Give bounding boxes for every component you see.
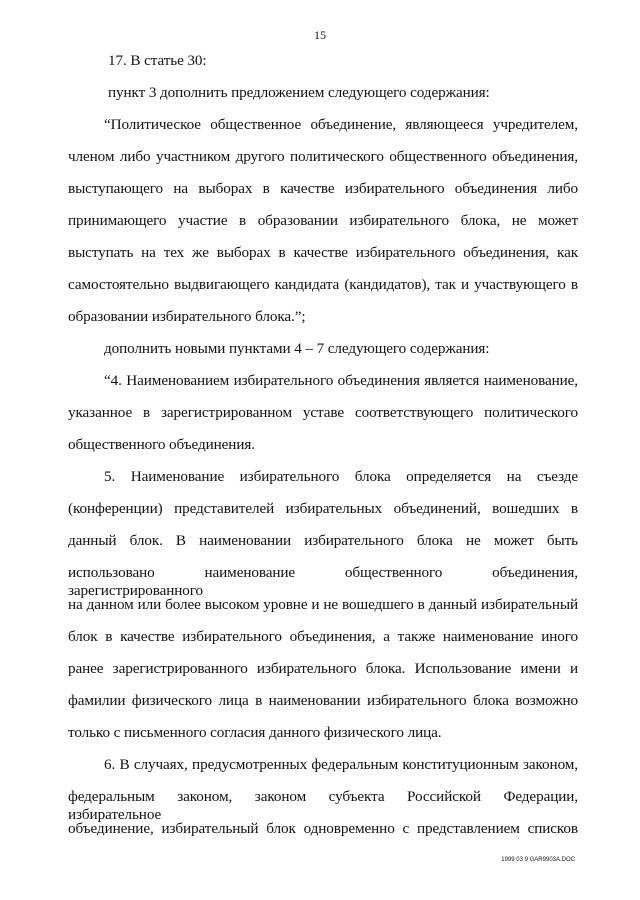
text-line: объединение, избирательный блок одновременно с представлением списков bbox=[68, 820, 578, 837]
text-line: выступать на тех же выборах в качестве избирательного объединения, как bbox=[68, 244, 578, 261]
text-line: ранее зарегистрированного избирательного блока. Использование имени и bbox=[68, 660, 578, 677]
text-line: (конференции) представителей избирательных объединений, вошедших в bbox=[68, 500, 578, 517]
text-line: 17. В статье 30: bbox=[108, 52, 207, 69]
text-line: членом либо участником другого политического общественного объединения, bbox=[68, 148, 578, 165]
text-line: дополнить новыми пунктами 4 – 7 следующего содержания: bbox=[104, 340, 490, 357]
text-line: блок в качестве избирательного объединения, а также наименование иного bbox=[68, 628, 578, 645]
text-line: пункт 3 дополнить предложением следующего содержания: bbox=[108, 84, 490, 101]
text-line: федеральным законом, законом субъекта Российской Федерации, избирательное bbox=[68, 788, 578, 823]
text-line: 5. Наименование избирательного блока определяется на съезде bbox=[104, 468, 578, 485]
text-line: фамилии физического лица в наименовании избирательного блока возможно bbox=[68, 692, 578, 709]
text-line: на данном или более высоком уровне и не вошедшего в данный избирательный bbox=[68, 596, 578, 613]
text-line: использовано наименование общественного объединения, зарегистрированного bbox=[68, 564, 578, 599]
document-footer: 1999 03 9 GAR9903A.DOC bbox=[501, 857, 575, 863]
text-line: данный блок. В наименовании избирательного блока не может быть bbox=[68, 532, 578, 549]
text-line: общественного объединения. bbox=[68, 436, 255, 453]
text-line: принимающего участие в образовании избирательного блока, не может bbox=[68, 212, 578, 229]
page-number: 15 bbox=[314, 28, 326, 42]
text-line: только с письменного согласия данного физического лица. bbox=[68, 724, 442, 741]
text-line: выступающего на выборах в качестве избирательного объединения либо bbox=[68, 180, 578, 197]
text-line: “Политическое общественное объединение, являющееся учредителем, bbox=[104, 116, 578, 133]
text-line: указанное в зарегистрированном уставе соответствующего политического bbox=[68, 404, 578, 421]
text-line: образовании избирательного блока.”; bbox=[68, 308, 306, 325]
text-line: 6. В случаях, предусмотренных федеральным конституционным законом, bbox=[104, 756, 578, 773]
text-line: самостоятельно выдвигающего кандидата (кандидатов), так и участвующего в bbox=[68, 276, 578, 293]
text-line: “4. Наименованием избирательного объединения является наименование, bbox=[104, 372, 578, 389]
